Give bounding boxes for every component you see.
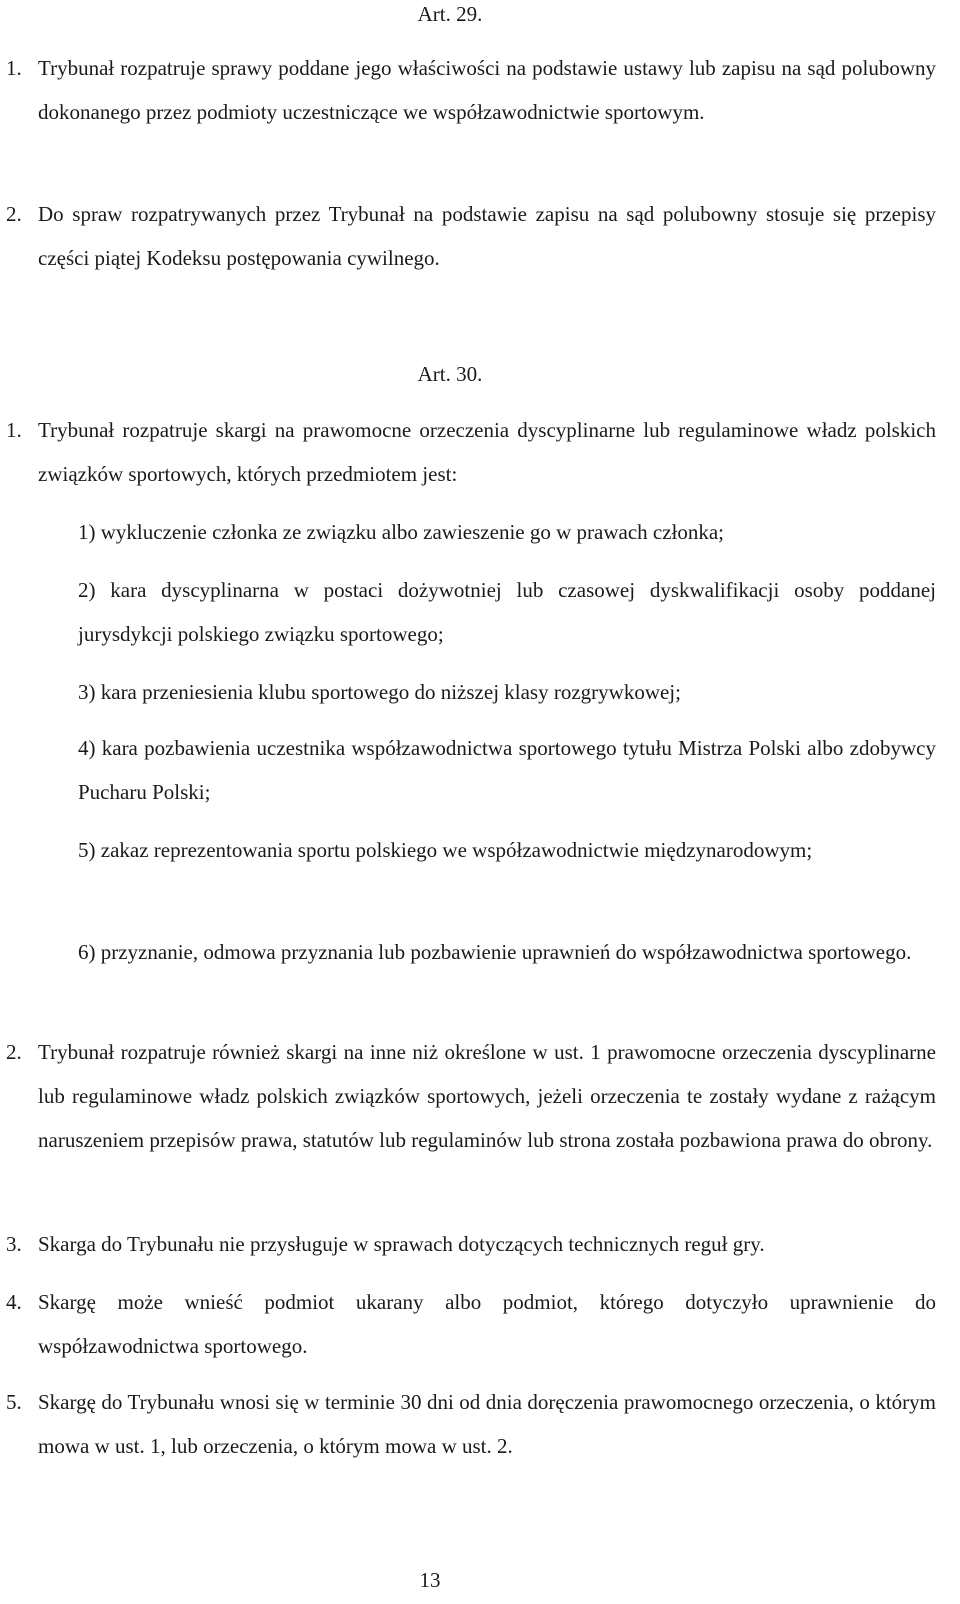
article-30-paragraph-1 xyxy=(6,408,936,496)
article-30-item-1: 1) wykluczenie członka ze związku albo zawieszenie go w prawach członka; xyxy=(78,520,725,544)
paragraph-number: 1. xyxy=(6,56,22,80)
article-30-paragraph-5 xyxy=(6,1380,936,1468)
paragraph-number: 2. xyxy=(6,1040,22,1064)
article-30-item-2: 2) kara dyscyplinarna w postaci dożywotniej lub czasowej dyskwalifikacji osoby poddanej jurysdykcji polskiego związku sportowego; xyxy=(78,578,936,646)
article-30-paragraph-4 xyxy=(6,1280,936,1368)
article-29-paragraph-1 xyxy=(6,46,936,134)
article-30-item-4: 4) kara pozbawienia uczestnika współzawodnictwa sportowego tytułu Mistrza Polski albo zdobywcy Pucharu Polski; xyxy=(78,736,936,804)
article-30-paragraph-2 xyxy=(6,1030,936,1162)
paragraph-text: Trybunał rozpatruje również skargi na inne niż określone w ust. 1 prawomocne orzeczenia dyscyplinarne lub regulaminowe władz polskich związków sportowych, jeżeli orzeczenia te zostały wydane z rażącym naruszeniem przepisów prawa, statutów lub regulaminów lub strona została pozbawiona prawa do obrony. xyxy=(38,1040,936,1152)
paragraph-number: 3. xyxy=(6,1232,22,1256)
paragraph-text: Trybunał rozpatruje skargi na prawomocne orzeczenia dyscyplinarne lub regulaminowe władz polskich związków sportowych, których przedmiotem jest: xyxy=(38,418,936,486)
article-30-item-6: 6) przyznanie, odmowa przyznania lub pozbawienie uprawnień do współzawodnictwa sportowego. xyxy=(78,940,912,964)
paragraph-text: Trybunał rozpatruje sprawy poddane jego właściwości na podstawie ustawy lub zapisu na sąd polubowny dokonanego przez podmioty uczestniczące we współzawodnictwie sportowym. xyxy=(38,56,936,124)
page-number: 13 xyxy=(419,1568,441,1592)
article-29-paragraph-2 xyxy=(6,192,936,280)
paragraph-text: Do spraw rozpatrywanych przez Trybunał na podstawie zapisu na sąd polubowny stosuje się przepisy części piątej Kodeksu postępowania cywilnego. xyxy=(38,202,936,270)
paragraph-text: Skargę do Trybunału wnosi się w terminie 30 dni od dnia doręczenia prawomocnego orzeczenia, o którym mowa w ust. 1, lub orzeczenia, o którym mowa w ust. 2. xyxy=(38,1390,936,1458)
paragraph-number: 4. xyxy=(6,1290,22,1314)
article-30-item-5: 5) zakaz reprezentowania sportu polskiego we współzawodnictwie międzynarodowym; xyxy=(78,838,813,862)
paragraph-text: Skargę może wnieść podmiot ukarany albo podmiot, którego dotyczyło uprawnienie do współzawodnictwa sportowego. xyxy=(38,1290,936,1358)
article-30-heading: Art. 30. xyxy=(417,362,483,386)
article-29-heading: Art. 29. xyxy=(417,2,483,26)
paragraph-number: 2. xyxy=(6,202,22,226)
article-30-item-3: 3) kara przeniesienia klubu sportowego do niższej klasy rozgrywkowej; xyxy=(78,680,681,704)
paragraph-number: 1. xyxy=(6,418,22,442)
article-30-paragraph-3 xyxy=(6,1222,936,1266)
paragraph-text: Skarga do Trybunału nie przysługuje w sprawach dotyczących technicznych reguł gry. xyxy=(38,1232,765,1256)
paragraph-number: 5. xyxy=(6,1390,22,1414)
